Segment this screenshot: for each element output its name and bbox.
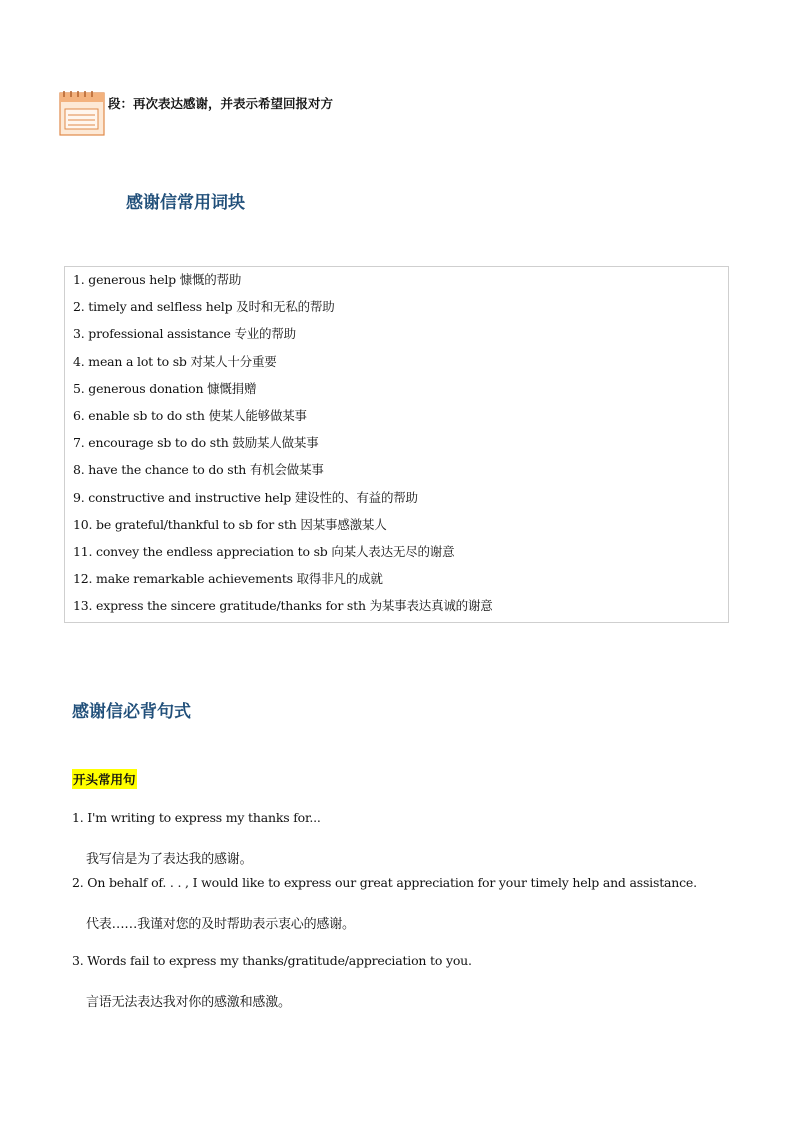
list-item: 8. have the chance to do sth 有机会做某事: [73, 462, 324, 478]
header-line: [58, 88, 333, 138]
sentence-cn: 言语无法表达我对你的感激和感激。: [86, 995, 291, 1010]
header-text: 段：再次表达感谢，并表示希望回报对方: [108, 96, 334, 111]
notebook-icon: [58, 89, 106, 137]
vocab-list: [73, 269, 493, 622]
list-item: 7. encourage sb to do sth 鼓励某人做某事: [73, 435, 319, 451]
section-title-sentences: 感谢信必背句式: [72, 702, 191, 722]
sentence-en: 2. On behalf of. . . , I would like to express our great appreciation for your timely help and assistance.: [72, 875, 697, 890]
list-item: 2. timely and selfless help 及时和无私的帮助: [73, 299, 335, 315]
list-item: 9. constructive and instructive help 建设性的、有益的帮助: [73, 489, 418, 505]
list-item: 13. express the sincere gratitude/thanks for sth 为某事表达真诚的谢意: [73, 598, 493, 614]
list-item: 11. convey the endless appreciation to sb 向某人表达无尽的谢意: [73, 543, 455, 559]
list-item: 6. enable sb to do sth 使某人能够做某事: [73, 407, 307, 423]
section-title-vocab: 感谢信常用词块: [126, 193, 245, 213]
vocab-box: [64, 266, 729, 623]
list-item: 3. professional assistance 专业的帮助: [73, 326, 296, 342]
sentence-en: 1. I'm writing to express my thanks for...: [72, 810, 321, 825]
list-item: 4. mean a lot to sb 对某人十分重要: [73, 353, 277, 369]
list-item: 12. make remarkable achievements 取得非凡的成就: [73, 571, 383, 587]
subhead-opening: 开头常用句: [72, 769, 137, 789]
list-item: 1. generous help 慷慨的帮助: [73, 272, 242, 287]
sentence-en: 3. Words fail to express my thanks/gratitude/appreciation to you.: [72, 953, 472, 968]
sentence-cn: 代表……我谨对您的及时帮助表示衷心的感谢。: [86, 917, 355, 932]
sentence-cn: 我写信是为了表达我的感谢。: [86, 852, 253, 867]
list-item: 10. be grateful/thankful to sb for sth 因某事感激某人: [73, 516, 387, 532]
list-item: 5. generous donation 慷慨捐赠: [73, 380, 257, 396]
